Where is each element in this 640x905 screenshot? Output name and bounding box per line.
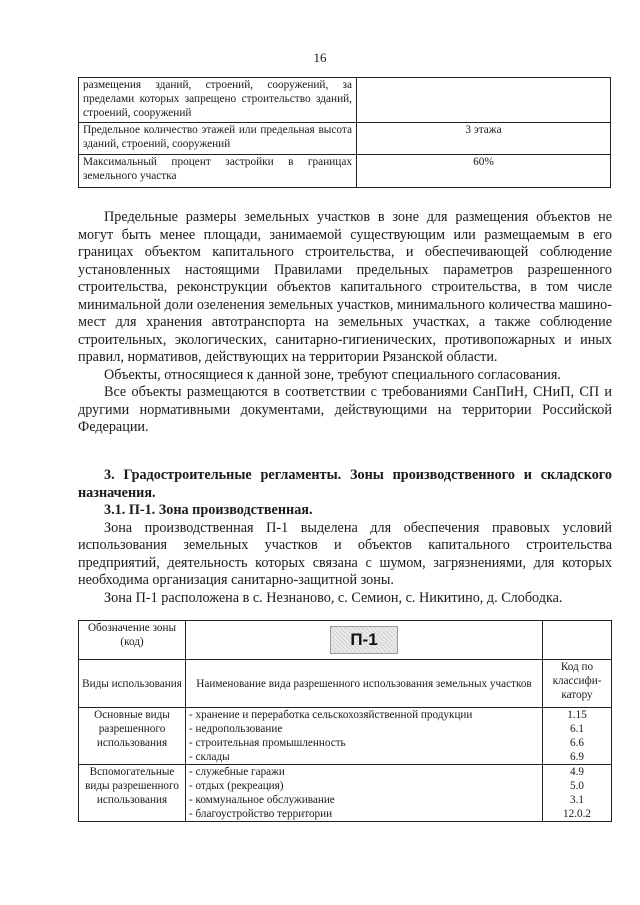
- section-3: [78, 467, 612, 607]
- table-row: [79, 155, 611, 188]
- body-text: [78, 209, 612, 437]
- param-value: 60%: [357, 155, 611, 188]
- param-label: размещения зданий, строений, сооружений, за пределами которых запрещено строительство зданий, строений, сооружений: [79, 78, 357, 123]
- classifier-code: 6.9: [570, 751, 584, 763]
- zone-location: Зона П-1 расположена в с. Незнаново, с. Семион, с. Никитино, д. Слободка.: [104, 589, 563, 606]
- list-item: - отдых (рекреация): [189, 780, 284, 792]
- table-row: [79, 123, 611, 155]
- section-heading: 3. Градостроительные регламенты. Зоны производственного и складского назначения.: [78, 467, 612, 501]
- param-value: [357, 78, 611, 123]
- subsection-heading: 3.1. П-1. Зона производственная.: [104, 502, 313, 518]
- paragraph-approval: Объекты, относящиеся к данной зоне, требуют специального согласования.: [104, 366, 561, 383]
- list-item: - строительная промышленность: [189, 737, 346, 749]
- col-header-use: Виды использования: [79, 660, 186, 708]
- zone-code-badge: П-1: [330, 626, 398, 654]
- classifier-code: 1.15: [567, 709, 587, 721]
- group-items-main: [186, 708, 543, 765]
- page-number: 16: [313, 50, 327, 65]
- param-label: Максимальный процент застройки в границах земельного участка: [79, 155, 357, 188]
- list-item: - благоустройство территории: [189, 808, 333, 820]
- param-value: 3 этажа: [357, 123, 611, 155]
- list-item: - склады: [189, 751, 230, 763]
- classifier-code: 6.1: [570, 723, 584, 735]
- list-item: - коммунальное обслуживание: [189, 794, 335, 806]
- zone-uses-table: [78, 620, 612, 822]
- classifier-code: 12.0.2: [563, 808, 591, 820]
- col-header-name: Наименование вида разрешенного использования земельных участков: [186, 660, 543, 708]
- zone-label: Обозначение зоны (код): [79, 621, 186, 660]
- col-header-code: Код по классифи-катору: [543, 660, 612, 708]
- classifier-code: 6.6: [570, 737, 584, 749]
- list-item: - служебные гаражи: [189, 766, 285, 778]
- paragraph-standards: Все объекты размещаются в соответствии с требованиями СанПиН, СНиП, СП и другими нормативными документами, действующими на территории Российской Федерации.: [78, 384, 612, 435]
- paragraph-size-limits: Предельные размеры земельных участков в зоне для размещения объектов не могут быть менее площади, занимаемой существующим или размещаемым в его границах объектом капитального строительства, и обеспечивающей соблюдение установленных настоящими Правилами предельных параметров разрешенного строительства, реконструкции объектов капитального строительства, в том числе минимальной доли озеленения земельных участков, минимального количества машино-мест для хранения автотранспорта на земельных участках, а также соблюдение строительных, экологических, санитарно-гигиенических, противопожарных и иных правил, нормативов, действующих на территории Рязанской области.: [78, 209, 612, 365]
- zone-code-cell: [186, 621, 543, 660]
- column-header-row: [79, 660, 612, 708]
- table-row: [79, 708, 612, 765]
- group-codes-auxiliary: [543, 765, 612, 822]
- classifier-code: 4.9: [570, 766, 584, 778]
- zone-description: Зона производственная П-1 выделена для обеспечения правовых условий использования земельных участков и объектов капитального строительства предприятий, деятельность которых связана с шумом, загрязнениями, для которых необходима организация санитарно-защитной зоны.: [78, 519, 612, 588]
- zone-header-row: [79, 621, 612, 660]
- group-items-auxiliary: [186, 765, 543, 822]
- list-item: - хранение и переработка сельскохозяйственной продукции: [189, 709, 473, 721]
- empty-cell: [543, 621, 612, 660]
- list-item: - недропользование: [189, 723, 283, 735]
- classifier-code: 3.1: [570, 794, 584, 806]
- table-row: [79, 78, 611, 123]
- param-label: Предельное количество этажей или предельная высота зданий, строений, сооружений: [79, 123, 357, 155]
- table-row: [79, 765, 612, 822]
- group-title-auxiliary: Вспомогательные виды разрешенного использования: [79, 765, 186, 822]
- parameters-table: [78, 77, 611, 188]
- classifier-code: 5.0: [570, 780, 584, 792]
- group-title-main: Основные виды разрешенного использования: [79, 708, 186, 765]
- group-codes-main: [543, 708, 612, 765]
